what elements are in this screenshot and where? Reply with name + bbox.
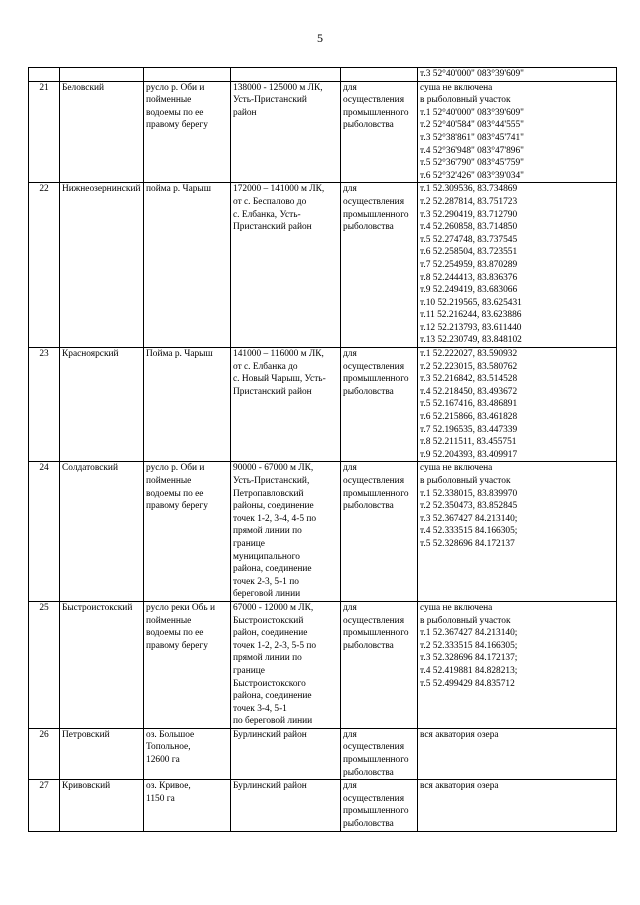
cell-coordinates-line: т.4 52°36'948" 083°47'896"	[420, 145, 524, 156]
cell-coordinates-line: т.9 52.249419, 83.683066	[420, 285, 518, 296]
cell-coordinates	[418, 780, 617, 831]
cell-water-body-line: оз. Большое	[146, 729, 195, 740]
table-row	[29, 183, 617, 348]
cell-boundaries-line: точек 1-2, 3-4, 4-5 по	[233, 513, 317, 524]
cell-water-body-line: русло р. Оби и	[146, 82, 205, 93]
cell-purpose-line: рыболовства	[343, 222, 394, 233]
cell-boundaries-line: с. Елбанка, Усть-	[233, 209, 301, 220]
cell-boundaries-line: 138000 - 125000 м ЛК,	[233, 82, 323, 93]
cell-coordinates-line: т.6 52°32'426" 083°39'034"	[420, 170, 524, 181]
table-row	[29, 348, 617, 462]
cell-boundaries-line: Усть-Пристанский	[233, 95, 307, 106]
cell-coordinates-line: вся акватория озера	[420, 781, 499, 792]
cell-boundaries-line: границе	[233, 665, 265, 676]
cell-boundaries-line: районы, соединение	[233, 501, 314, 512]
cell-coordinates-line: суша не включена	[420, 463, 493, 474]
cell-name: Быстроистокский	[60, 601, 144, 728]
cell-water-body-line: русло реки Обь и	[146, 602, 216, 613]
cell-purpose-line: для	[343, 781, 357, 792]
page-number: 5	[317, 31, 323, 45]
cell-purpose-line: рыболовства	[343, 819, 394, 830]
cell-name: Беловский	[60, 81, 144, 183]
cell-coordinates-line: т.2 52.350473, 83.852845	[420, 501, 518, 512]
cell-boundaries-line: точек 2-3, 5-1 по	[233, 576, 299, 587]
cell-coordinates-line: суша не включена	[420, 82, 493, 93]
cell-coordinates-line: т.1 52.309536, 83.734869	[420, 184, 518, 195]
cell-boundaries	[231, 780, 341, 831]
cell-water-body	[144, 601, 231, 728]
cell-boundaries-line: Пристанский район	[233, 222, 312, 233]
cell-coordinates-line: т.9 52.204393, 83.409917	[420, 449, 518, 460]
cell-purpose-line: рыболовства	[343, 501, 394, 512]
cell-coordinates-line: т.8 52.244413, 83.836376	[420, 272, 518, 283]
cell-boundaries-line: 172000 – 141000 м ЛК,	[233, 184, 325, 195]
cell-coordinates-line: т.3 52°38'861" 083°45'741"	[420, 132, 524, 143]
cell-coordinates-line: в рыболовный участок	[420, 476, 511, 486]
cell-boundaries-line: с. Новый Чарыш, Усть-	[233, 374, 326, 385]
cell-water-body-line: 12600 га	[146, 755, 180, 766]
cell-coordinates-line: т.13 52.230749, 83.848102	[420, 335, 522, 346]
cell-boundaries-line: прямой линии по	[233, 526, 302, 537]
cell-number: 23	[29, 348, 60, 462]
cell-purpose-line: промышленного	[343, 488, 409, 499]
cell-purpose	[341, 780, 418, 831]
cell-boundaries-line: точек 3-4, 5-1	[233, 703, 287, 714]
cell-purpose-line: для	[343, 82, 357, 93]
cell-boundaries-line: Бурлинский район	[233, 781, 307, 792]
cell-water-body-line: водоемы по ее	[146, 488, 204, 499]
cell-boundaries-line: район, соединение	[233, 628, 308, 639]
cell-number: 22	[29, 183, 60, 348]
cell-coordinates	[418, 601, 617, 728]
cell-purpose-line: для	[343, 184, 357, 195]
cell-purpose-line: осуществления	[343, 742, 405, 753]
cell-coordinates-line: т.4 52.333515 84.166305;	[420, 526, 518, 537]
coordinate-line: т.3 52°40'000" 083°39'609"	[420, 69, 524, 79]
cell-purpose-line: осуществления	[343, 615, 405, 626]
table-row-carry-over	[29, 68, 617, 82]
cell-water-body	[144, 183, 231, 348]
cell-coordinates-line: т.5 52.328696 84.172137	[420, 538, 515, 549]
cell-coordinates-line: т.3 52.367427 84.213140;	[420, 513, 518, 524]
cell-coordinates-line: т.4 52.260858, 83.714850	[420, 222, 518, 233]
cell-coordinates-line: т.1 52.338015, 83.839970	[420, 488, 518, 499]
cell-boundaries-line: Быстроистокский	[233, 615, 304, 626]
cell-water-body-line: пойменные	[146, 615, 192, 626]
cell-water-body-line: правому берегу	[146, 120, 208, 131]
cell-number: 25	[29, 601, 60, 728]
cell-boundaries-line: Усть-Пристанский,	[233, 476, 310, 486]
cell-name: Петровский	[60, 728, 144, 779]
cell-coordinates-line: т.3 52.216842, 83.514528	[420, 374, 518, 385]
cell-coordinates-line: т.10 52.219565, 83.625431	[420, 297, 522, 308]
cell-purpose-line: для	[343, 463, 357, 474]
cell-boundaries	[231, 183, 341, 348]
cell-boundaries-line: по береговой линии	[233, 716, 313, 727]
table-row	[29, 728, 617, 779]
cell-coordinates-line: т.7 52.196535, 83.447339	[420, 424, 518, 435]
cell-purpose-line: осуществления	[343, 95, 405, 106]
cell-purpose-line: промышленного	[343, 107, 409, 118]
cell-coordinates-line: т.3 52.290419, 83.712790	[420, 209, 518, 220]
cell-purpose-line: промышленного	[343, 806, 409, 817]
cell-boundaries-line: границе	[233, 538, 265, 549]
cell-purpose	[341, 728, 418, 779]
cell-coordinates	[418, 68, 617, 82]
cell-coordinates-line: т.4 52.218450, 83.493672	[420, 386, 518, 397]
cell-boundaries-line: Быстроистокского	[233, 678, 306, 689]
cell-boundaries-line: район	[233, 107, 257, 118]
cell-water-body-line: Топольное,	[146, 742, 191, 753]
cell-purpose	[341, 183, 418, 348]
cell-boundaries-line: от с. Беспалово до	[233, 196, 307, 207]
cell-name	[60, 68, 144, 82]
cell-boundaries	[231, 462, 341, 602]
cell-coordinates-line: т.8 52.211511, 83.455751	[420, 437, 517, 448]
cell-coordinates	[418, 183, 617, 348]
cell-coordinates-line: т.2 52.333515 84.166305;	[420, 640, 518, 651]
cell-number: 21	[29, 81, 60, 183]
cell-coordinates-line: т.5 52.274748, 83.737545	[420, 234, 518, 245]
cell-coordinates	[418, 728, 617, 779]
cell-boundaries	[231, 728, 341, 779]
cell-coordinates-line: т.11 52.216244, 83.623886	[420, 310, 522, 321]
cell-purpose-line: рыболовства	[343, 640, 394, 651]
cell-boundaries-line: от с. Елбанка до	[233, 361, 298, 372]
cell-coordinates-line: т.4 52.419881 84.828213;	[420, 665, 518, 676]
cell-purpose	[341, 68, 418, 82]
cell-purpose-line: осуществления	[343, 793, 405, 804]
cell-purpose	[341, 462, 418, 602]
cell-purpose-line: рыболовства	[343, 120, 394, 131]
table-row	[29, 780, 617, 831]
cell-coordinates-line: т.7 52.254959, 83.870289	[420, 259, 518, 270]
cell-boundaries-line: 90000 - 67000 м ЛК,	[233, 463, 314, 474]
cell-purpose-line: промышленного	[343, 374, 409, 385]
cell-coordinates-line: т.1 52.222027, 83.590932	[420, 349, 518, 360]
cell-boundaries	[231, 81, 341, 183]
cell-coordinates-line: т.3 52.328696 84.172137;	[420, 653, 518, 664]
cell-boundaries-line: Пристанский район	[233, 386, 312, 397]
table-row	[29, 462, 617, 602]
cell-name: Нижнеозернинский	[60, 183, 144, 348]
cell-boundaries-line: 141000 – 116000 м ЛК,	[233, 349, 324, 360]
cell-name: Кривовский	[60, 780, 144, 831]
cell-coordinates-line: т.1 52.367427 84.213140;	[420, 628, 518, 639]
cell-water-body	[144, 780, 231, 831]
cell-purpose-line: для	[343, 349, 357, 360]
cell-water-body	[144, 462, 231, 602]
cell-purpose-line: для	[343, 729, 357, 740]
cell-water-body-line: Пойма р. Чарыш	[146, 349, 213, 360]
cell-purpose-line: осуществления	[343, 476, 405, 486]
cell-purpose-line: для	[343, 602, 357, 613]
cell-number	[29, 68, 60, 82]
cell-boundaries-line: прямой линии по	[233, 653, 302, 664]
cell-purpose	[341, 601, 418, 728]
cell-water-body-line: пойменные	[146, 476, 192, 486]
cell-boundaries	[231, 348, 341, 462]
cell-boundaries	[231, 68, 341, 82]
cell-boundaries-line: муниципального	[233, 551, 300, 562]
cell-water-body	[144, 81, 231, 183]
cell-coordinates-line: т.5 52°36'790" 083°45'759"	[420, 158, 524, 169]
table-body	[29, 68, 617, 832]
cell-purpose-line: рыболовства	[343, 767, 394, 778]
cell-boundaries-line: района, соединение	[233, 691, 312, 702]
cell-purpose-line: промышленного	[343, 628, 409, 639]
cell-boundaries-line: 67000 - 12000 м ЛК,	[233, 602, 314, 613]
cell-coordinates	[418, 348, 617, 462]
cell-coordinates-line: т.1 52°40'000" 083°39'609"	[420, 107, 524, 118]
cell-coordinates-line: т.2 52°40'584" 083°44'555"	[420, 120, 524, 131]
cell-water-body-line: водоемы по ее	[146, 628, 204, 639]
cell-water-body-line: правому берегу	[146, 640, 208, 651]
cell-water-body	[144, 348, 231, 462]
cell-water-body-line: оз. Кривое,	[146, 781, 191, 792]
cell-purpose	[341, 348, 418, 462]
cell-coordinates-line: суша не включена	[420, 602, 493, 613]
cell-coordinates-line: т.5 52.499429 84.835712	[420, 678, 515, 689]
cell-coordinates-line: вся акватория озера	[420, 729, 499, 740]
cell-coordinates-line: т.2 52.223015, 83.580762	[420, 361, 518, 372]
cell-number: 26	[29, 728, 60, 779]
cell-water-body-line: правому берегу	[146, 501, 208, 512]
cell-number: 27	[29, 780, 60, 831]
cell-water-body	[144, 728, 231, 779]
cell-water-body-line: водоемы по ее	[146, 107, 204, 118]
cell-boundaries-line: района, соединение	[233, 564, 312, 575]
cell-coordinates-line: т.6 52.258504, 83.723551	[420, 247, 518, 258]
cell-coordinates-line: т.12 52.213793, 83.611440	[420, 322, 522, 333]
cell-purpose-line: промышленного	[343, 209, 409, 220]
cell-coordinates-line: т.5 52.167416, 83.486891	[420, 399, 518, 410]
cell-water-body	[144, 68, 231, 82]
cell-coordinates	[418, 81, 617, 183]
cell-water-body-line: русло р. Оби и	[146, 463, 205, 474]
fishing-areas-table	[28, 67, 617, 832]
cell-name: Солдатовский	[60, 462, 144, 602]
table-row	[29, 601, 617, 728]
cell-boundaries	[231, 601, 341, 728]
cell-boundaries-line: точек 1-2, 2-3, 5-5 по	[233, 640, 317, 651]
cell-coordinates-line: в рыболовный участок	[420, 95, 511, 106]
cell-number: 24	[29, 462, 60, 602]
cell-water-body-line: пойма р. Чарыш	[146, 184, 211, 195]
table-row	[29, 81, 617, 183]
cell-coordinates-line: в рыболовный участок	[420, 615, 511, 626]
cell-coordinates-line: т.2 52.287814, 83.751723	[420, 196, 518, 207]
cell-purpose-line: промышленного	[343, 755, 409, 766]
cell-boundaries-line: Бурлинский район	[233, 729, 307, 740]
cell-purpose-line: осуществления	[343, 196, 405, 207]
cell-boundaries-line: Петропавловский	[233, 488, 304, 499]
cell-coordinates	[418, 462, 617, 602]
cell-water-body-line: пойменные	[146, 95, 192, 106]
cell-name: Красноярский	[60, 348, 144, 462]
cell-coordinates-line: т.6 52.215866, 83.461828	[420, 412, 518, 423]
cell-water-body-line: 1150 га	[146, 793, 175, 804]
cell-purpose	[341, 81, 418, 183]
cell-boundaries-line: береговой линии	[233, 589, 301, 600]
cell-purpose-line: осуществления	[343, 361, 405, 372]
cell-purpose-line: рыболовства	[343, 386, 394, 397]
